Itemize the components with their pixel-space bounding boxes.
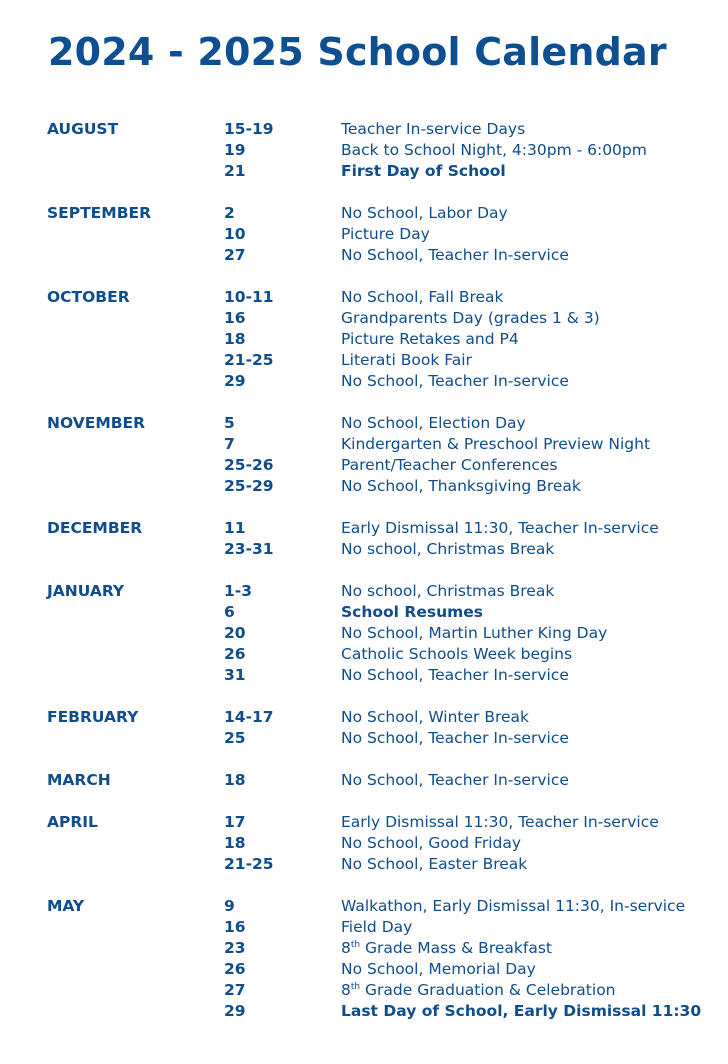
event-date: 26 bbox=[224, 645, 246, 663]
event-row bbox=[47, 854, 717, 875]
event-description: No School, Teacher In-service bbox=[341, 771, 569, 789]
month-block-may bbox=[47, 896, 717, 1022]
event-row bbox=[47, 287, 717, 308]
event-date: 19 bbox=[224, 141, 246, 159]
page-title: 2024 - 2025 School Calendar bbox=[48, 30, 667, 74]
event-row bbox=[47, 476, 717, 497]
event-description bbox=[341, 980, 717, 1001]
event-description: No School, Easter Break bbox=[341, 855, 528, 873]
event-row bbox=[47, 518, 717, 539]
month-label bbox=[47, 917, 224, 938]
event-row bbox=[47, 581, 717, 602]
month-label bbox=[47, 623, 224, 644]
month-block-december bbox=[47, 518, 717, 560]
event-row bbox=[47, 770, 717, 791]
event-description: Catholic Schools Week begins bbox=[341, 645, 573, 663]
event-description: Last Day of School, Early Dismissal 11:30 bbox=[341, 1002, 702, 1020]
event-row bbox=[47, 329, 717, 350]
month-label bbox=[47, 245, 224, 266]
event-description bbox=[341, 938, 717, 959]
event-date: 25-26 bbox=[224, 456, 274, 474]
month-label: MAY bbox=[47, 897, 85, 915]
month-label bbox=[47, 455, 224, 476]
event-description: Early Dismissal 11:30, Teacher In-service bbox=[341, 813, 659, 831]
month-label bbox=[47, 350, 224, 371]
event-description: No School, Winter Break bbox=[341, 708, 530, 726]
month-label bbox=[47, 140, 224, 161]
event-date: 25-29 bbox=[224, 477, 274, 495]
event-row bbox=[47, 455, 717, 476]
event-row bbox=[47, 413, 717, 434]
month-block-february bbox=[47, 707, 717, 749]
month-label: DECEMBER bbox=[47, 519, 143, 537]
event-date: 23-31 bbox=[224, 540, 274, 558]
month-label: MARCH bbox=[47, 771, 111, 789]
event-description: Back to School Night, 4:30pm - 6:00pm bbox=[341, 141, 647, 159]
grade-number: 8 bbox=[341, 939, 351, 957]
month-label bbox=[47, 434, 224, 455]
event-row bbox=[47, 959, 717, 980]
month-block-january bbox=[47, 581, 717, 686]
month-label: AUGUST bbox=[47, 120, 119, 138]
event-row bbox=[47, 371, 717, 392]
event-row bbox=[47, 203, 717, 224]
month-label bbox=[47, 959, 224, 980]
event-date: 17 bbox=[224, 813, 246, 831]
event-date: 20 bbox=[224, 624, 246, 642]
month-label bbox=[47, 980, 224, 1001]
event-description: No school, Christmas Break bbox=[341, 540, 555, 558]
event-date: 10 bbox=[224, 225, 246, 243]
event-row bbox=[47, 245, 717, 266]
event-description: No School, Good Friday bbox=[341, 834, 522, 852]
event-description: No School, Fall Break bbox=[341, 288, 504, 306]
event-description: Kindergarten & Preschool Preview Night bbox=[341, 435, 651, 453]
calendar-list bbox=[47, 119, 717, 1043]
event-date: 27 bbox=[224, 981, 246, 999]
event-date: 10-11 bbox=[224, 288, 274, 306]
event-description: Early Dismissal 11:30, Teacher In-service bbox=[341, 519, 659, 537]
event-row bbox=[47, 728, 717, 749]
month-block-october bbox=[47, 287, 717, 392]
event-date: 26 bbox=[224, 960, 246, 978]
event-row bbox=[47, 140, 717, 161]
month-block-march bbox=[47, 770, 717, 791]
month-block-april bbox=[47, 812, 717, 875]
event-row bbox=[47, 539, 717, 560]
ordinal-suffix: th bbox=[350, 939, 361, 950]
month-label: APRIL bbox=[47, 813, 98, 831]
event-row bbox=[47, 224, 717, 245]
event-date: 6 bbox=[224, 603, 235, 621]
event-text: Grade Graduation & Celebration bbox=[360, 981, 616, 999]
event-description: No School, Election Day bbox=[341, 414, 526, 432]
event-text: Grade Mass & Breakfast bbox=[360, 939, 552, 957]
event-date: 29 bbox=[224, 1002, 246, 1020]
event-description: No School, Teacher In-service bbox=[341, 246, 569, 264]
event-description: No School, Thanksgiving Break bbox=[341, 477, 581, 495]
event-date: 11 bbox=[224, 519, 246, 537]
month-label: SEPTEMBER bbox=[47, 204, 152, 222]
month-label: JANUARY bbox=[47, 582, 125, 600]
month-label bbox=[47, 371, 224, 392]
event-description: Picture Day bbox=[341, 225, 430, 243]
event-row bbox=[47, 707, 717, 728]
event-date: 1-3 bbox=[224, 582, 253, 600]
event-row bbox=[47, 1001, 717, 1022]
event-row bbox=[47, 833, 717, 854]
event-description: No school, Christmas Break bbox=[341, 582, 555, 600]
event-date: 15-19 bbox=[224, 120, 274, 138]
month-label bbox=[47, 833, 224, 854]
event-date: 21-25 bbox=[224, 855, 274, 873]
month-label bbox=[47, 308, 224, 329]
event-date: 18 bbox=[224, 771, 246, 789]
month-label bbox=[47, 938, 224, 959]
month-block-november bbox=[47, 413, 717, 497]
event-description: Walkathon, Early Dismissal 11:30, In-service bbox=[341, 897, 686, 915]
event-date: 21-25 bbox=[224, 351, 274, 369]
month-label bbox=[47, 476, 224, 497]
month-label bbox=[47, 644, 224, 665]
month-label bbox=[47, 665, 224, 686]
grade-number: 8 bbox=[341, 981, 351, 999]
event-row bbox=[47, 434, 717, 455]
event-description: Field Day bbox=[341, 918, 413, 936]
ordinal-suffix: th bbox=[350, 981, 361, 992]
event-row bbox=[47, 896, 717, 917]
event-date: 31 bbox=[224, 666, 246, 684]
event-row bbox=[47, 812, 717, 833]
event-description: First Day of School bbox=[341, 162, 506, 180]
event-row bbox=[47, 119, 717, 140]
month-block-august bbox=[47, 119, 717, 182]
event-row bbox=[47, 665, 717, 686]
event-date: 9 bbox=[224, 897, 235, 915]
event-row bbox=[47, 602, 717, 623]
event-date: 16 bbox=[224, 309, 246, 327]
month-label bbox=[47, 161, 224, 182]
month-label: FEBRUARY bbox=[47, 708, 139, 726]
event-date: 5 bbox=[224, 414, 235, 432]
month-label bbox=[47, 728, 224, 749]
event-date: 18 bbox=[224, 330, 246, 348]
event-row bbox=[47, 644, 717, 665]
event-date: 7 bbox=[224, 435, 235, 453]
event-description: No School, Teacher In-service bbox=[341, 729, 569, 747]
event-row bbox=[47, 938, 717, 959]
event-description: Teacher In-service Days bbox=[341, 120, 526, 138]
event-date: 27 bbox=[224, 246, 246, 264]
month-label bbox=[47, 602, 224, 623]
month-label bbox=[47, 224, 224, 245]
month-label bbox=[47, 1001, 224, 1022]
event-description: Grandparents Day (grades 1 & 3) bbox=[341, 309, 600, 327]
event-row bbox=[47, 980, 717, 1001]
event-date: 29 bbox=[224, 372, 246, 390]
event-date: 14-17 bbox=[224, 708, 274, 726]
event-date: 18 bbox=[224, 834, 246, 852]
event-date: 21 bbox=[224, 162, 246, 180]
month-label bbox=[47, 854, 224, 875]
event-row bbox=[47, 308, 717, 329]
event-description: No School, Martin Luther King Day bbox=[341, 624, 608, 642]
event-description: No School, Teacher In-service bbox=[341, 372, 569, 390]
event-description: No School, Teacher In-service bbox=[341, 666, 569, 684]
event-description: School Resumes bbox=[341, 603, 483, 621]
event-date: 16 bbox=[224, 918, 246, 936]
month-label bbox=[47, 329, 224, 350]
event-description: No School, Memorial Day bbox=[341, 960, 536, 978]
event-row bbox=[47, 350, 717, 371]
event-description: Parent/Teacher Conferences bbox=[341, 456, 558, 474]
month-label: NOVEMBER bbox=[47, 414, 146, 432]
event-row bbox=[47, 917, 717, 938]
event-description: Picture Retakes and P4 bbox=[341, 330, 519, 348]
event-row bbox=[47, 161, 717, 182]
event-row bbox=[47, 623, 717, 644]
event-description: Literati Book Fair bbox=[341, 351, 472, 369]
month-block-september bbox=[47, 203, 717, 266]
month-label bbox=[47, 539, 224, 560]
event-date: 25 bbox=[224, 729, 246, 747]
month-label: OCTOBER bbox=[47, 288, 130, 306]
event-date: 23 bbox=[224, 939, 246, 957]
event-description: No School, Labor Day bbox=[341, 204, 508, 222]
event-date: 2 bbox=[224, 204, 235, 222]
